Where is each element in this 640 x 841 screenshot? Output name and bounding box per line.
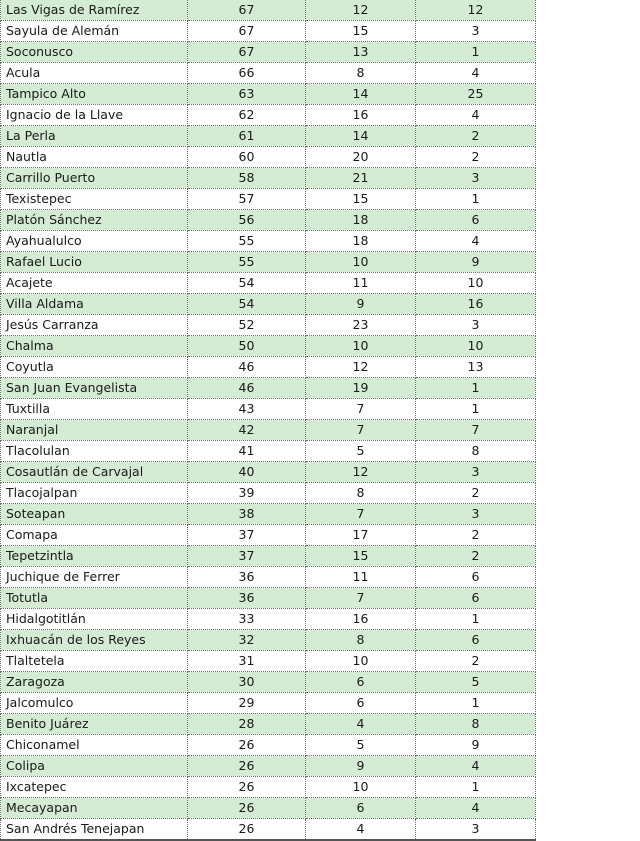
municipality-name-cell: Zaragoza bbox=[1, 672, 188, 693]
table-row bbox=[1, 630, 536, 651]
value-col-2-cell: 13 bbox=[306, 42, 416, 63]
table-row bbox=[1, 357, 536, 378]
value-col-2-cell: 7 bbox=[306, 399, 416, 420]
value-col-1-cell: 54 bbox=[188, 294, 306, 315]
value-col-3-cell: 1 bbox=[416, 378, 536, 399]
value-col-2-cell: 17 bbox=[306, 525, 416, 546]
value-col-2-cell: 7 bbox=[306, 504, 416, 525]
value-col-3-cell: 10 bbox=[416, 273, 536, 294]
value-col-2-cell: 12 bbox=[306, 0, 416, 21]
value-col-3-cell: 2 bbox=[416, 126, 536, 147]
value-col-1-cell: 61 bbox=[188, 126, 306, 147]
municipality-name-cell: Mecayapan bbox=[1, 798, 188, 819]
value-col-2-cell: 10 bbox=[306, 336, 416, 357]
municipality-name-cell: Soconusco bbox=[1, 42, 188, 63]
value-col-1-cell: 55 bbox=[188, 252, 306, 273]
value-col-1-cell: 30 bbox=[188, 672, 306, 693]
value-col-1-cell: 55 bbox=[188, 231, 306, 252]
value-col-3-cell: 10 bbox=[416, 336, 536, 357]
value-col-3-cell: 1 bbox=[416, 189, 536, 210]
municipality-name-cell: Benito Juárez bbox=[1, 714, 188, 735]
municipality-name-cell: Jesús Carranza bbox=[1, 315, 188, 336]
value-col-2-cell: 10 bbox=[306, 252, 416, 273]
table-row bbox=[1, 84, 536, 105]
value-col-2-cell: 23 bbox=[306, 315, 416, 336]
table-row bbox=[1, 714, 536, 735]
table-row bbox=[1, 462, 536, 483]
table-row bbox=[1, 0, 536, 21]
table-row bbox=[1, 567, 536, 588]
municipality-name-cell: Sayula de Alemán bbox=[1, 21, 188, 42]
value-col-3-cell: 7 bbox=[416, 420, 536, 441]
value-col-3-cell: 6 bbox=[416, 630, 536, 651]
value-col-2-cell: 9 bbox=[306, 294, 416, 315]
value-col-1-cell: 37 bbox=[188, 546, 306, 567]
table-row bbox=[1, 21, 536, 42]
value-col-2-cell: 7 bbox=[306, 420, 416, 441]
value-col-3-cell: 4 bbox=[416, 231, 536, 252]
value-col-2-cell: 7 bbox=[306, 588, 416, 609]
table-row bbox=[1, 420, 536, 441]
table-row bbox=[1, 210, 536, 231]
value-col-1-cell: 26 bbox=[188, 798, 306, 819]
table-row bbox=[1, 336, 536, 357]
table-body bbox=[1, 0, 536, 840]
municipality-name-cell: Tuxtilla bbox=[1, 399, 188, 420]
table-row bbox=[1, 168, 536, 189]
value-col-3-cell: 4 bbox=[416, 798, 536, 819]
table-row bbox=[1, 693, 536, 714]
municipality-name-cell: Chiconamel bbox=[1, 735, 188, 756]
table-row bbox=[1, 399, 536, 420]
value-col-1-cell: 37 bbox=[188, 525, 306, 546]
table-row bbox=[1, 231, 536, 252]
municipality-name-cell: San Andrés Tenejapan bbox=[1, 819, 188, 841]
value-col-2-cell: 15 bbox=[306, 21, 416, 42]
value-col-3-cell: 3 bbox=[416, 315, 536, 336]
value-col-3-cell: 3 bbox=[416, 504, 536, 525]
table-row bbox=[1, 735, 536, 756]
value-col-1-cell: 39 bbox=[188, 483, 306, 504]
value-col-3-cell: 6 bbox=[416, 210, 536, 231]
value-col-2-cell: 5 bbox=[306, 441, 416, 462]
value-col-3-cell: 6 bbox=[416, 567, 536, 588]
value-col-1-cell: 57 bbox=[188, 189, 306, 210]
municipality-name-cell: Carrillo Puerto bbox=[1, 168, 188, 189]
value-col-2-cell: 4 bbox=[306, 714, 416, 735]
value-col-2-cell: 11 bbox=[306, 273, 416, 294]
municipality-name-cell: Jalcomulco bbox=[1, 693, 188, 714]
value-col-3-cell: 4 bbox=[416, 756, 536, 777]
value-col-1-cell: 60 bbox=[188, 147, 306, 168]
value-col-1-cell: 43 bbox=[188, 399, 306, 420]
value-col-3-cell: 2 bbox=[416, 525, 536, 546]
municipality-name-cell: Totutla bbox=[1, 588, 188, 609]
municipality-name-cell: Acula bbox=[1, 63, 188, 84]
municipality-name-cell: Las Vigas de Ramírez bbox=[1, 0, 188, 21]
value-col-3-cell: 5 bbox=[416, 672, 536, 693]
municipality-name-cell: Tampico Alto bbox=[1, 84, 188, 105]
value-col-3-cell: 3 bbox=[416, 21, 536, 42]
table-row bbox=[1, 756, 536, 777]
value-col-1-cell: 54 bbox=[188, 273, 306, 294]
value-col-3-cell: 9 bbox=[416, 252, 536, 273]
value-col-3-cell: 6 bbox=[416, 588, 536, 609]
municipality-name-cell: Soteapan bbox=[1, 504, 188, 525]
table-row bbox=[1, 105, 536, 126]
municipality-name-cell: Villa Aldama bbox=[1, 294, 188, 315]
value-col-1-cell: 46 bbox=[188, 357, 306, 378]
municipality-name-cell: Rafael Lucio bbox=[1, 252, 188, 273]
table-row bbox=[1, 252, 536, 273]
value-col-2-cell: 5 bbox=[306, 735, 416, 756]
value-col-2-cell: 4 bbox=[306, 819, 416, 841]
table-row bbox=[1, 609, 536, 630]
value-col-1-cell: 56 bbox=[188, 210, 306, 231]
value-col-3-cell: 25 bbox=[416, 84, 536, 105]
table-row bbox=[1, 777, 536, 798]
municipality-name-cell: Cosautlán de Carvajal bbox=[1, 462, 188, 483]
value-col-2-cell: 8 bbox=[306, 630, 416, 651]
municipality-name-cell: Platón Sánchez bbox=[1, 210, 188, 231]
value-col-3-cell: 1 bbox=[416, 693, 536, 714]
value-col-3-cell: 16 bbox=[416, 294, 536, 315]
table-row bbox=[1, 63, 536, 84]
value-col-1-cell: 36 bbox=[188, 567, 306, 588]
value-col-2-cell: 16 bbox=[306, 105, 416, 126]
value-col-1-cell: 42 bbox=[188, 420, 306, 441]
value-col-3-cell: 2 bbox=[416, 651, 536, 672]
value-col-3-cell: 1 bbox=[416, 777, 536, 798]
table-row bbox=[1, 672, 536, 693]
value-col-1-cell: 67 bbox=[188, 0, 306, 21]
value-col-2-cell: 15 bbox=[306, 189, 416, 210]
table-row bbox=[1, 315, 536, 336]
municipality-name-cell: Chalma bbox=[1, 336, 188, 357]
municipality-name-cell: Ixcatepec bbox=[1, 777, 188, 798]
table-row bbox=[1, 126, 536, 147]
value-col-3-cell: 1 bbox=[416, 609, 536, 630]
value-col-1-cell: 31 bbox=[188, 651, 306, 672]
value-col-2-cell: 21 bbox=[306, 168, 416, 189]
municipality-name-cell: Tlaltetela bbox=[1, 651, 188, 672]
value-col-2-cell: 10 bbox=[306, 777, 416, 798]
municipality-name-cell: Comapa bbox=[1, 525, 188, 546]
table-row bbox=[1, 651, 536, 672]
municipality-name-cell: Acajete bbox=[1, 273, 188, 294]
table-row bbox=[1, 504, 536, 525]
value-col-1-cell: 67 bbox=[188, 42, 306, 63]
value-col-1-cell: 66 bbox=[188, 63, 306, 84]
table-row bbox=[1, 588, 536, 609]
value-col-2-cell: 14 bbox=[306, 126, 416, 147]
municipality-name-cell: Ayahualulco bbox=[1, 231, 188, 252]
value-col-2-cell: 6 bbox=[306, 798, 416, 819]
value-col-2-cell: 12 bbox=[306, 462, 416, 483]
value-col-1-cell: 29 bbox=[188, 693, 306, 714]
municipality-name-cell: Naranjal bbox=[1, 420, 188, 441]
value-col-2-cell: 6 bbox=[306, 672, 416, 693]
value-col-3-cell: 2 bbox=[416, 483, 536, 504]
table-row bbox=[1, 546, 536, 567]
value-col-1-cell: 26 bbox=[188, 777, 306, 798]
table-row bbox=[1, 441, 536, 462]
table-row bbox=[1, 798, 536, 819]
municipality-name-cell: Hidalgotitlán bbox=[1, 609, 188, 630]
value-col-1-cell: 52 bbox=[188, 315, 306, 336]
value-col-1-cell: 36 bbox=[188, 588, 306, 609]
table-row bbox=[1, 819, 536, 841]
municipality-name-cell: Juchique de Ferrer bbox=[1, 567, 188, 588]
value-col-1-cell: 62 bbox=[188, 105, 306, 126]
value-col-1-cell: 38 bbox=[188, 504, 306, 525]
value-col-3-cell: 4 bbox=[416, 63, 536, 84]
municipality-name-cell: Colipa bbox=[1, 756, 188, 777]
municipality-name-cell: Ixhuacán de los Reyes bbox=[1, 630, 188, 651]
municipality-name-cell: La Perla bbox=[1, 126, 188, 147]
value-col-3-cell: 3 bbox=[416, 819, 536, 841]
value-col-2-cell: 14 bbox=[306, 84, 416, 105]
municipality-name-cell: Nautla bbox=[1, 147, 188, 168]
municipality-name-cell: Tepetzintla bbox=[1, 546, 188, 567]
value-col-1-cell: 28 bbox=[188, 714, 306, 735]
value-col-2-cell: 8 bbox=[306, 63, 416, 84]
value-col-1-cell: 58 bbox=[188, 168, 306, 189]
value-col-1-cell: 46 bbox=[188, 378, 306, 399]
value-col-1-cell: 32 bbox=[188, 630, 306, 651]
value-col-1-cell: 33 bbox=[188, 609, 306, 630]
value-col-2-cell: 15 bbox=[306, 546, 416, 567]
table-row bbox=[1, 273, 536, 294]
value-col-2-cell: 19 bbox=[306, 378, 416, 399]
value-col-3-cell: 13 bbox=[416, 357, 536, 378]
value-col-1-cell: 26 bbox=[188, 735, 306, 756]
value-col-3-cell: 1 bbox=[416, 42, 536, 63]
value-col-3-cell: 12 bbox=[416, 0, 536, 21]
value-col-2-cell: 8 bbox=[306, 483, 416, 504]
value-col-2-cell: 16 bbox=[306, 609, 416, 630]
value-col-3-cell: 1 bbox=[416, 399, 536, 420]
value-col-1-cell: 50 bbox=[188, 336, 306, 357]
municipality-name-cell: Tlacolulan bbox=[1, 441, 188, 462]
value-col-2-cell: 12 bbox=[306, 357, 416, 378]
municipality-name-cell: Texistepec bbox=[1, 189, 188, 210]
value-col-3-cell: 2 bbox=[416, 147, 536, 168]
value-col-2-cell: 18 bbox=[306, 231, 416, 252]
value-col-3-cell: 3 bbox=[416, 168, 536, 189]
value-col-2-cell: 6 bbox=[306, 693, 416, 714]
value-col-2-cell: 11 bbox=[306, 567, 416, 588]
value-col-3-cell: 8 bbox=[416, 441, 536, 462]
value-col-1-cell: 26 bbox=[188, 756, 306, 777]
municipality-name-cell: Coyutla bbox=[1, 357, 188, 378]
table-row bbox=[1, 525, 536, 546]
table-row bbox=[1, 42, 536, 63]
value-col-1-cell: 26 bbox=[188, 819, 306, 841]
value-col-1-cell: 41 bbox=[188, 441, 306, 462]
value-col-1-cell: 67 bbox=[188, 21, 306, 42]
table-row bbox=[1, 483, 536, 504]
table-row bbox=[1, 147, 536, 168]
municipality-name-cell: Tlacojalpan bbox=[1, 483, 188, 504]
value-col-2-cell: 10 bbox=[306, 651, 416, 672]
table-row bbox=[1, 189, 536, 210]
table-row bbox=[1, 378, 536, 399]
value-col-2-cell: 20 bbox=[306, 147, 416, 168]
value-col-3-cell: 9 bbox=[416, 735, 536, 756]
municipality-name-cell: San Juan Evangelista bbox=[1, 378, 188, 399]
value-col-1-cell: 63 bbox=[188, 84, 306, 105]
value-col-2-cell: 9 bbox=[306, 756, 416, 777]
value-col-3-cell: 3 bbox=[416, 462, 536, 483]
value-col-3-cell: 2 bbox=[416, 546, 536, 567]
value-col-1-cell: 40 bbox=[188, 462, 306, 483]
value-col-3-cell: 8 bbox=[416, 714, 536, 735]
table-row bbox=[1, 294, 536, 315]
value-col-3-cell: 4 bbox=[416, 105, 536, 126]
municipality-name-cell: Ignacio de la Llave bbox=[1, 105, 188, 126]
value-col-2-cell: 18 bbox=[306, 210, 416, 231]
